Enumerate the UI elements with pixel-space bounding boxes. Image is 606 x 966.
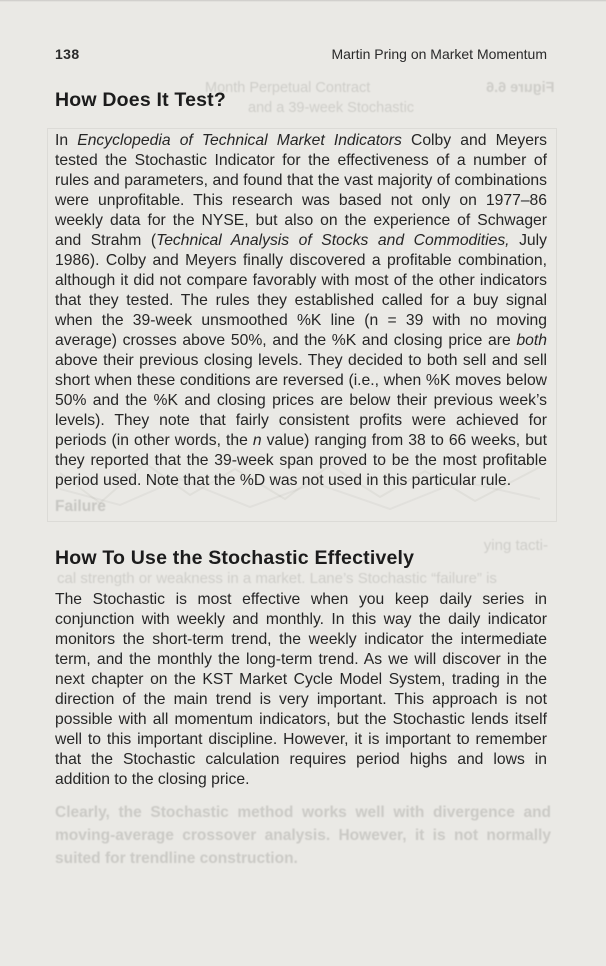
text-run: Colby and Meyers tested the Stochastic Indicator for the effectiveness of a number of rules and parameters, and found that the vast majority of combinations were unprofitable. This research was based not only on 1977–86 weekly data for the NYSE, but also on the experience of Schwager and Strahm ( — [55, 132, 547, 249]
text-run: July 1986). Colby and Meyers finally discovered a profitable combination, although it did not compare favorably with most of the other indicators that they tested. The rules they established called for a buy signal when the 39-week unsmoothed %K line (n = 39 with no moving average) crosses above 50%, and the %K and closing price are — [55, 232, 547, 349]
paragraph — [55, 590, 547, 790]
italic-text-run: n — [252, 432, 262, 449]
ghost-figure-caption-line1: Month Perpetual Contract — [205, 80, 371, 96]
ghost-text-fragment-right: ying tacti- — [483, 537, 548, 554]
scan-edge — [0, 0, 606, 2]
italic-text-run: Technical Analysis of Stocks and Commodities, — [156, 232, 510, 249]
section-heading-how-to-use-stochastic: How To Use the Stochastic Effectively — [55, 547, 415, 569]
ghost-text-fragment: cal strength or weakness in a market. Lane’s Stochastic “failure” is — [57, 570, 497, 587]
paragraph — [55, 131, 547, 491]
italic-text-run: both — [516, 332, 547, 349]
ghost-figure-caption-line2: and a 39-week Stochastic — [248, 100, 415, 116]
running-title: Martin Pring on Market Momentum — [331, 46, 547, 62]
ghost-failure-heading: Failure — [55, 498, 106, 515]
text-run: above their previous closing levels. They decided to both sell and sell short when these conditions are reversed (i.e., when %K moves below 50% and the %K and closing prices are below their previous week’s levels). They note that fairly consistent profits were achieved for periods (in other words, the — [55, 352, 547, 449]
text-run: In — [55, 132, 78, 149]
text-run: The Stochastic is most effective when you keep daily series in conjunction with weekly and monthly. In this way the daily indicator monitors the short-term trend, the weekly indicator the intermediate term, and the monthly the long-term trend. As we will discover in the next chapter on the KST Market Cycle Model System, trading in the direction of the main trend is very important. This approach is not possible with all momentum indicators, but the Stochastic lends itself well to this important discipline. However, it is important to remember that the Stochastic calculation requires period highs and lows in addition to the closing price. — [55, 591, 547, 788]
ghost-figure-label: Figure 6.6 — [485, 80, 554, 96]
ghost-bottom-paragraph: Clearly, the Stochastic method works well with divergence and moving-average crossover analysis. However, it is not normally suited for trendline construction. — [55, 804, 551, 867]
section-heading-how-does-it-test: How Does It Test? — [55, 89, 226, 111]
page-number: 138 — [55, 46, 80, 62]
running-head — [55, 46, 547, 62]
italic-text-run: Encyclopedia of Technical Market Indicators — [77, 132, 402, 149]
text-run: value) ranging from 38 to 66 weeks, but they reported that the 39-week span proved to be the most profitable period used. Note that the %D was not used in this particular rule. — [55, 432, 547, 489]
